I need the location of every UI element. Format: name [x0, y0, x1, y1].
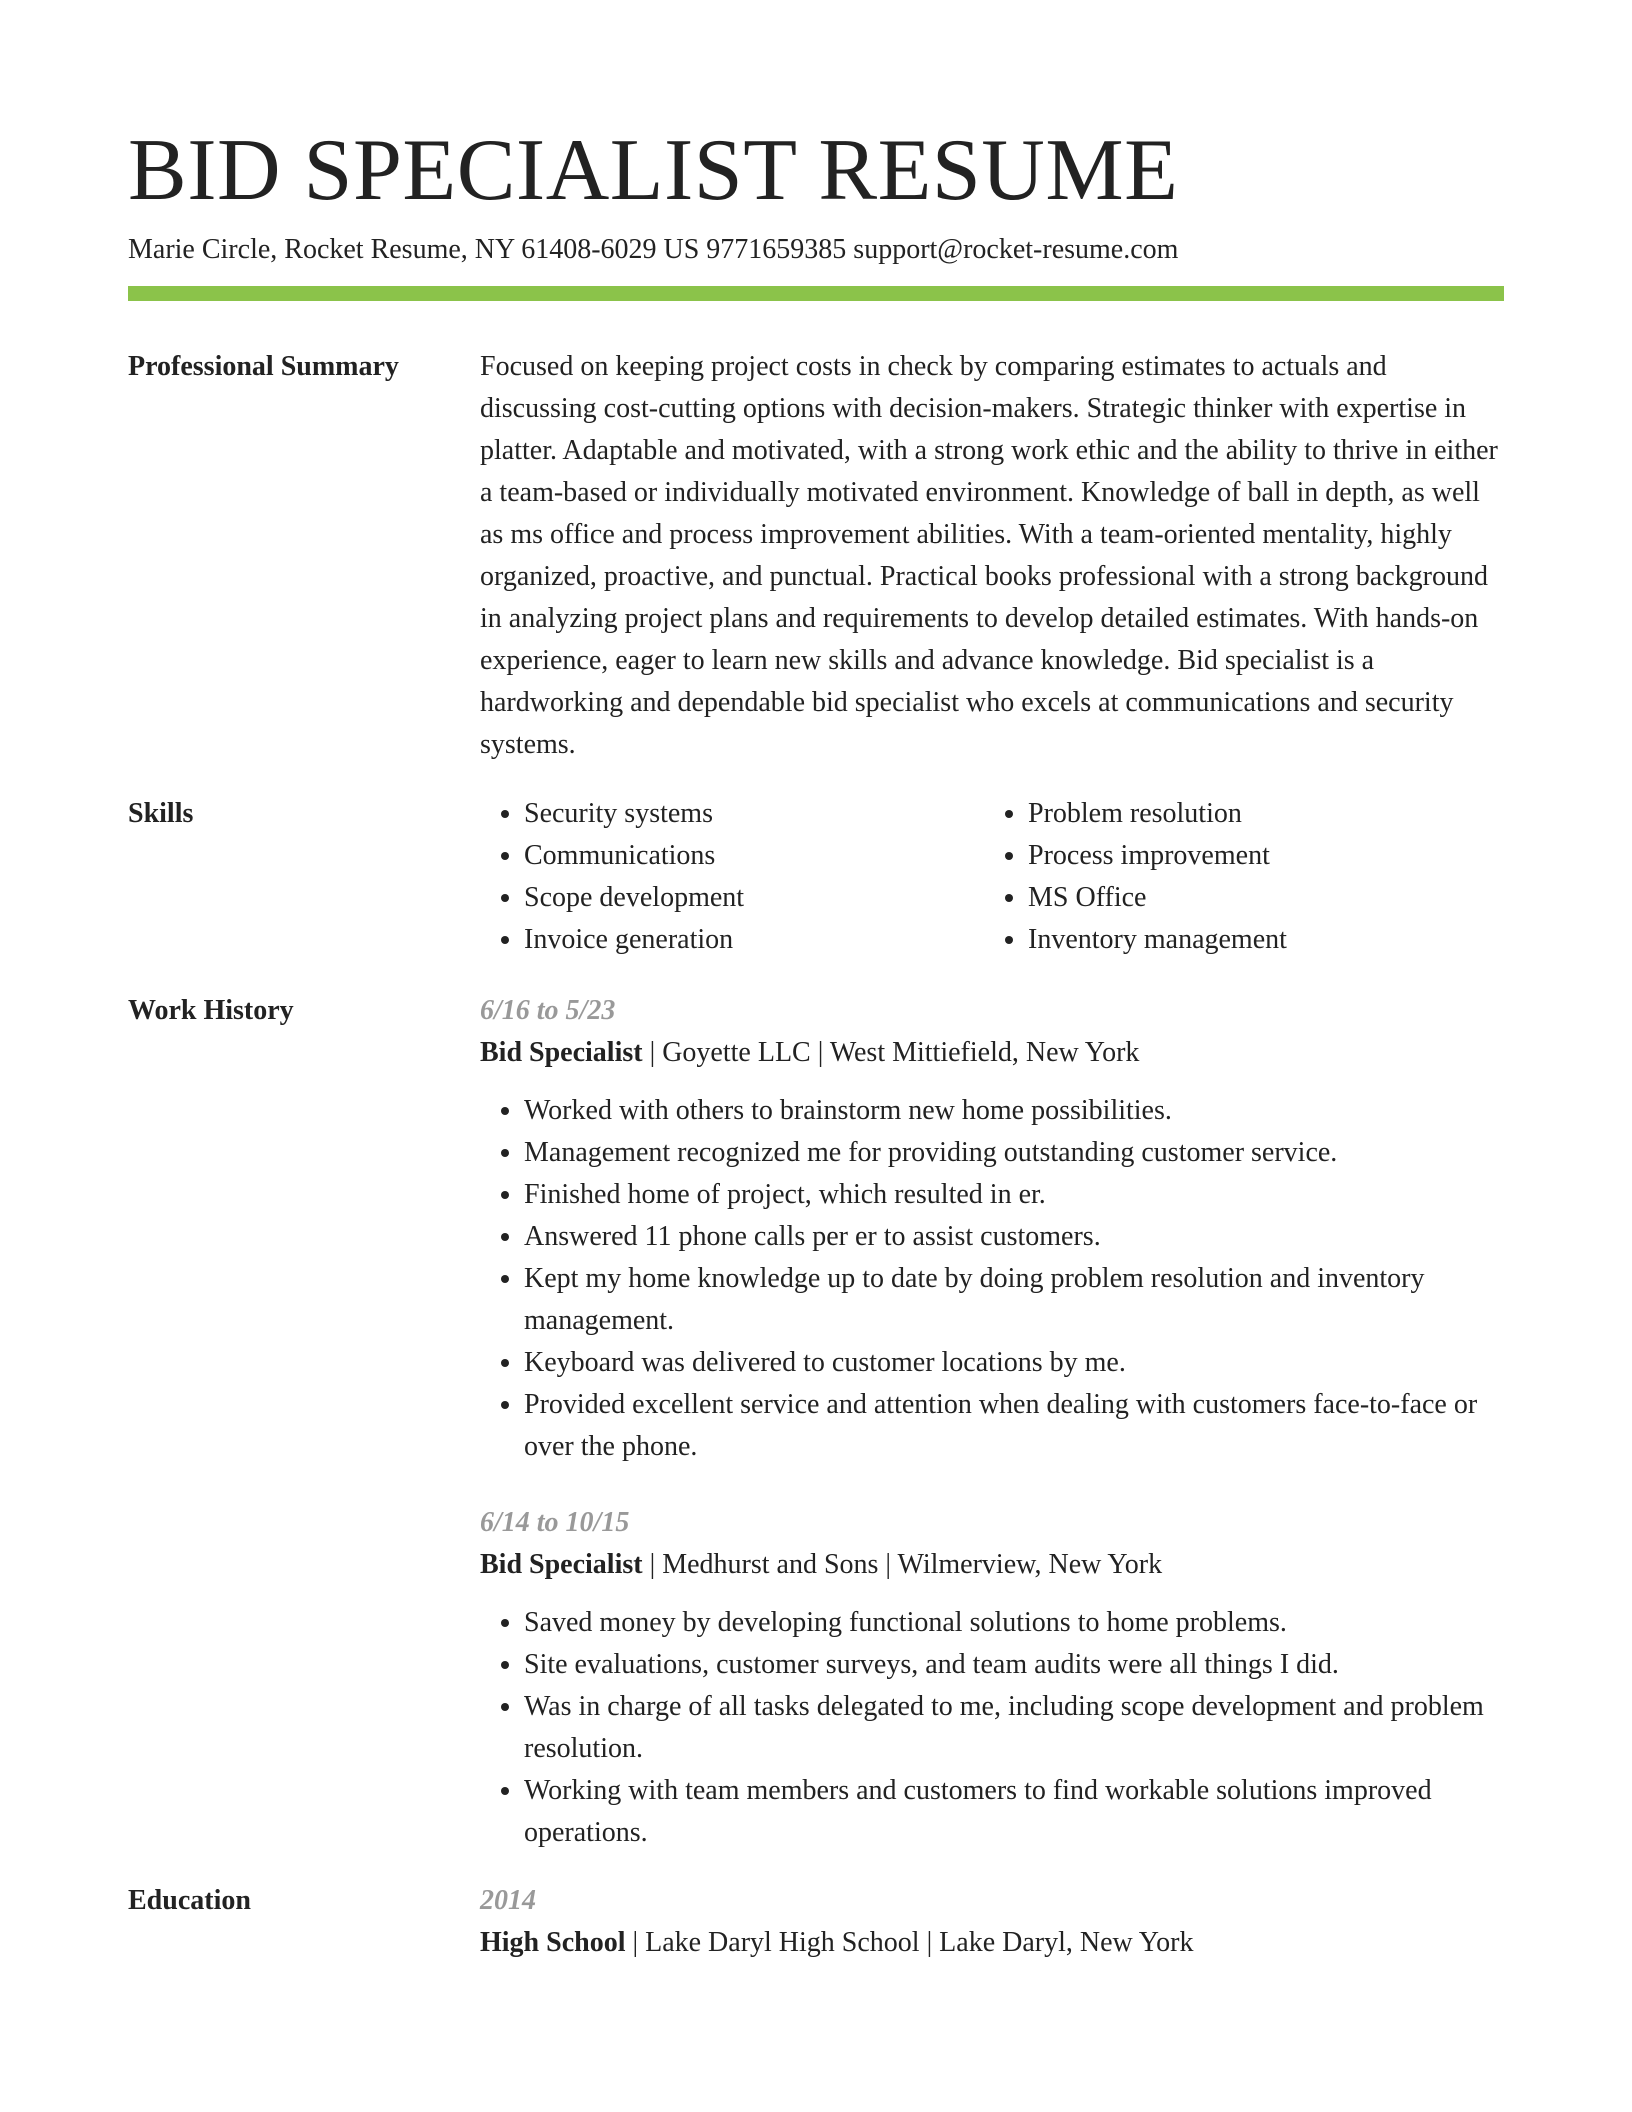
job-bullet: • Kept my home knowledge up to date by doing problem resolution and inventory management.: [524, 1258, 1504, 1342]
job-bullet: • Keyboard was delivered to customer locations by me.: [524, 1342, 1504, 1384]
header-divider: [128, 286, 1504, 301]
skill-item: • Scope development: [524, 877, 984, 919]
job-title-line: [480, 1544, 1504, 1586]
education-dates: 2014: [480, 1885, 536, 1916]
education-degree: High School: [480, 1927, 626, 1958]
job-title-line: [480, 1032, 1504, 1074]
education-line: [480, 1922, 1504, 1964]
summary-body: [480, 346, 1504, 766]
contact-line: Marie Circle, Rocket Resume, NY 61408-6029 US 9771659385 support@rocket-resume.com: [128, 234, 1179, 265]
work-body: [480, 990, 1504, 1888]
education-heading: Education: [128, 1885, 251, 1916]
job-entry: [480, 990, 1504, 1468]
job-dates: 6/16 to 5/23: [480, 995, 616, 1026]
education-body: [480, 1880, 1504, 1964]
skill-item: • Inventory management: [1028, 919, 1488, 961]
skills-column-left: [480, 793, 984, 961]
skill-item: • Process improvement: [1028, 835, 1488, 877]
skill-item: • Invoice generation: [524, 919, 984, 961]
work-heading: Work History: [128, 995, 294, 1026]
job-bullet: • Site evaluations, customer surveys, and team audits were all things I did.: [524, 1644, 1504, 1686]
job-bullet: • Worked with others to brainstorm new home possibilities.: [524, 1090, 1504, 1132]
resume-title: BID SPECIALIST RESUME: [128, 122, 1179, 219]
skill-item: • Problem resolution: [1028, 793, 1488, 835]
skills-body: [480, 793, 1504, 961]
education-details: | Lake Daryl High School | Lake Daryl, New York: [625, 1927, 1194, 1958]
job-dates: 6/14 to 10/15: [480, 1507, 630, 1538]
job-bullets: [480, 1090, 1504, 1468]
job-bullet: • Answered 11 phone calls per er to assist customers.: [524, 1216, 1504, 1258]
job-bullet: • Saved money by developing functional solutions to home problems.: [524, 1602, 1504, 1644]
job-details: | Medhurst and Sons | Wilmerview, New York: [642, 1549, 1163, 1580]
job-bullet: • Provided excellent service and attention when dealing with customers face-to-face or over the phone.: [524, 1384, 1504, 1468]
skill-item: • MS Office: [1028, 877, 1488, 919]
skill-item: • Security systems: [524, 793, 984, 835]
summary-heading: Professional Summary: [128, 351, 399, 382]
job-bullets: [480, 1602, 1504, 1854]
job-role: Bid Specialist: [480, 1037, 643, 1068]
job-bullet: • Working with team members and customers to find workable solutions improved operations.: [524, 1770, 1504, 1854]
skill-item: • Communications: [524, 835, 984, 877]
job-details: | Goyette LLC | West Mittiefield, New York: [642, 1037, 1140, 1068]
skills-heading: Skills: [128, 798, 194, 829]
summary-text: Focused on keeping project costs in check by comparing estimates to actuals and discussing cost-cutting options with decision-makers. Strategic thinker with expertise in platter. Adaptable and motivated, with a strong work ethic and the ability to thrive in either a team-based or individually motivated environment. Knowledge of ball in depth, as well as ms office and process improvement abilities. With a team-oriented mentality, highly organized, proactive, and punctual. Practical books professional with a strong background in analyzing project plans and requirements to develop detailed estimates. With hands-on experience, eager to learn new skills and advance knowledge. Bid specialist is a hardworking and dependable bid specialist who excels at communications and security systems.: [480, 351, 1498, 760]
skills-grid: [480, 793, 1504, 961]
skills-column-right: [984, 793, 1488, 961]
job-entry: [480, 1502, 1504, 1854]
job-bullet: • Management recognized me for providing outstanding customer service.: [524, 1132, 1504, 1174]
job-bullet: • Was in charge of all tasks delegated to me, including scope development and problem resolution.: [524, 1686, 1504, 1770]
job-role: Bid Specialist: [480, 1549, 643, 1580]
job-bullet: • Finished home of project, which resulted in er.: [524, 1174, 1504, 1216]
